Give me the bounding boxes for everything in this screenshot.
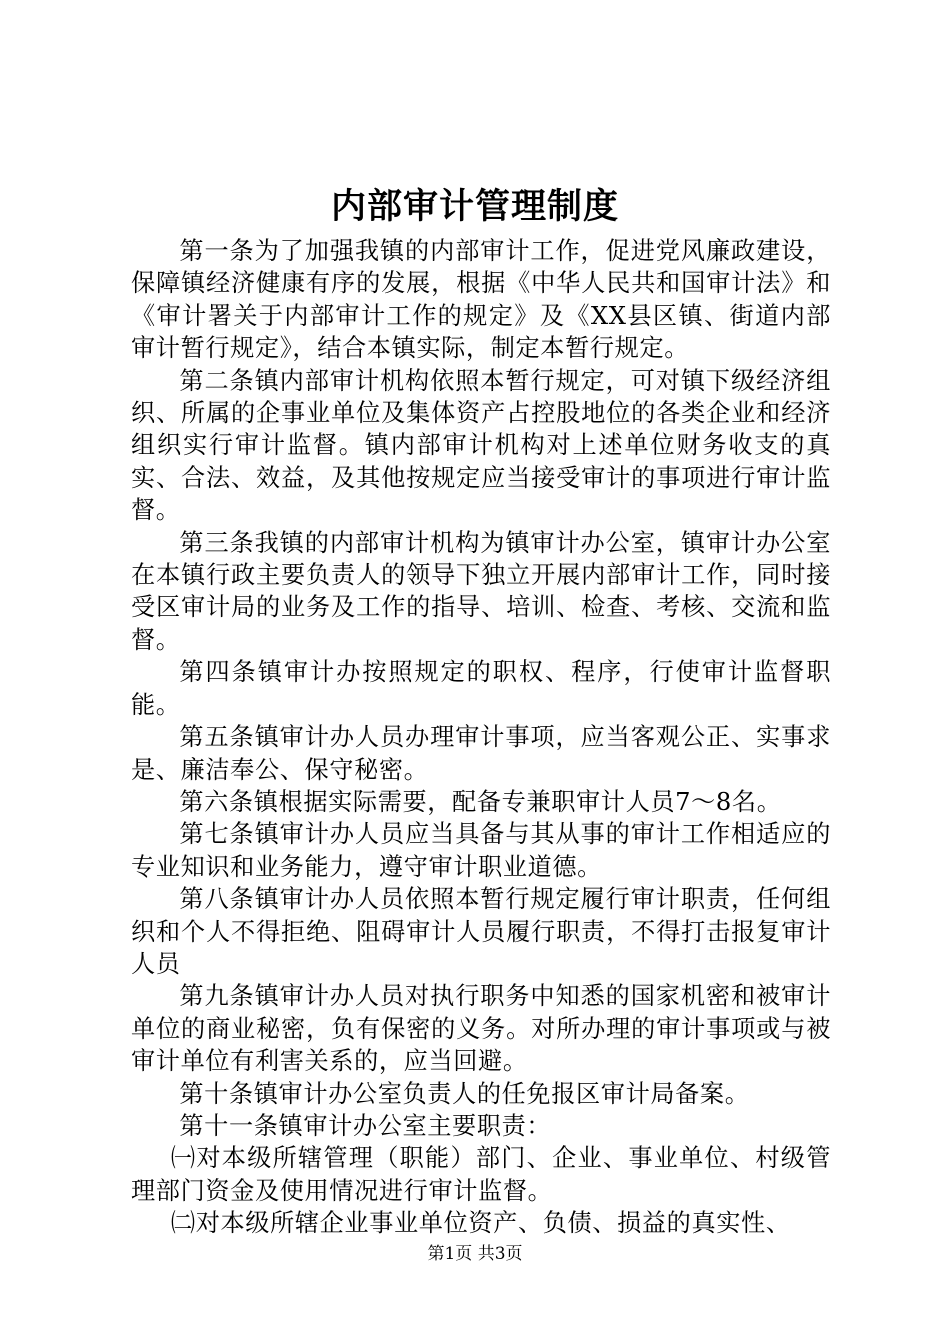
paragraph-article-9: 第九条镇审计办人员对执行职务中知悉的国家机密和被审计单位的商业秘密，负有保密的义务。对所办理的审计事项或与被审计单位有利害关系的，应当回避。: [131, 982, 831, 1076]
paragraph-article-6: 第六条镇根据实际需要，配备专兼职审计人员7～8名。: [179, 787, 782, 816]
paragraph-article-7: 第七条镇审计办人员应当具备与其从事的审计工作相适应的专业知识和业务能力，遵守审计职业道德。: [131, 820, 831, 881]
paragraph-article-5: 第五条镇审计办人员办理审计事项，应当客观公正、实事求是、廉洁奉公、保守秘密。: [131, 723, 831, 784]
paragraph-article-3: 第三条我镇的内部审计机构为镇审计办公室，镇审计办公室在本镇行政主要负责人的领导下独立开展内部审计工作，同时接受区审计局的业务及工作的指导、培训、检查、考核、交流和监督。: [131, 528, 831, 654]
document-title: 内部审计管理制度: [330, 186, 619, 227]
page-footer: 第1页 共3页: [427, 1244, 523, 1264]
paragraph-article-11: 第十一条镇审计办公室主要职责：: [179, 1111, 552, 1140]
paragraph-article-4: 第四条镇审计办按照规定的职权、程序，行使审计监督职能。: [131, 658, 831, 719]
paragraph-article-8: 第八条镇审计办人员依照本暂行规定履行审计职责，任何组织和个人不得拒绝、阻碍审计人员履行职责，不得打击报复审计人员: [131, 885, 831, 978]
paragraph-item-2: ㈡对本级所辖企业事业单位资产、负债、损益的真实性、: [170, 1209, 791, 1238]
paragraph-article-10: 第十条镇审计办公室负责人的任免报区审计局备案。: [179, 1079, 750, 1108]
document-body: [131, 235, 831, 1240]
paragraph-article-2: 第二条镇内部审计机构依照本暂行规定，可对镇下级经济组织、所属的企事业单位及集体资产占控股地位的各类企业和经济组织实行审计监督。镇内部审计机构对上述单位财务收支的真实、合法、效益，及其他按规定应当接受审计的事项进行审计监督。: [131, 366, 831, 525]
paragraph-article-1: 第一条为了加强我镇的内部审计工作，促进党风廉政建设，保障镇经济健康有序的发展，根据《中华人民共和国审计法》和《审计署关于内部审计工作的规定》及《XX县区镇、街道内部审计暂行规定》，结合本镇实际，制定本暂行规定。: [131, 237, 831, 363]
paragraph-item-1: ㈠对本级所辖管理（职能）部门、企业、事业单位、村级管理部门资金及使用情况进行审计监督。: [131, 1144, 831, 1205]
